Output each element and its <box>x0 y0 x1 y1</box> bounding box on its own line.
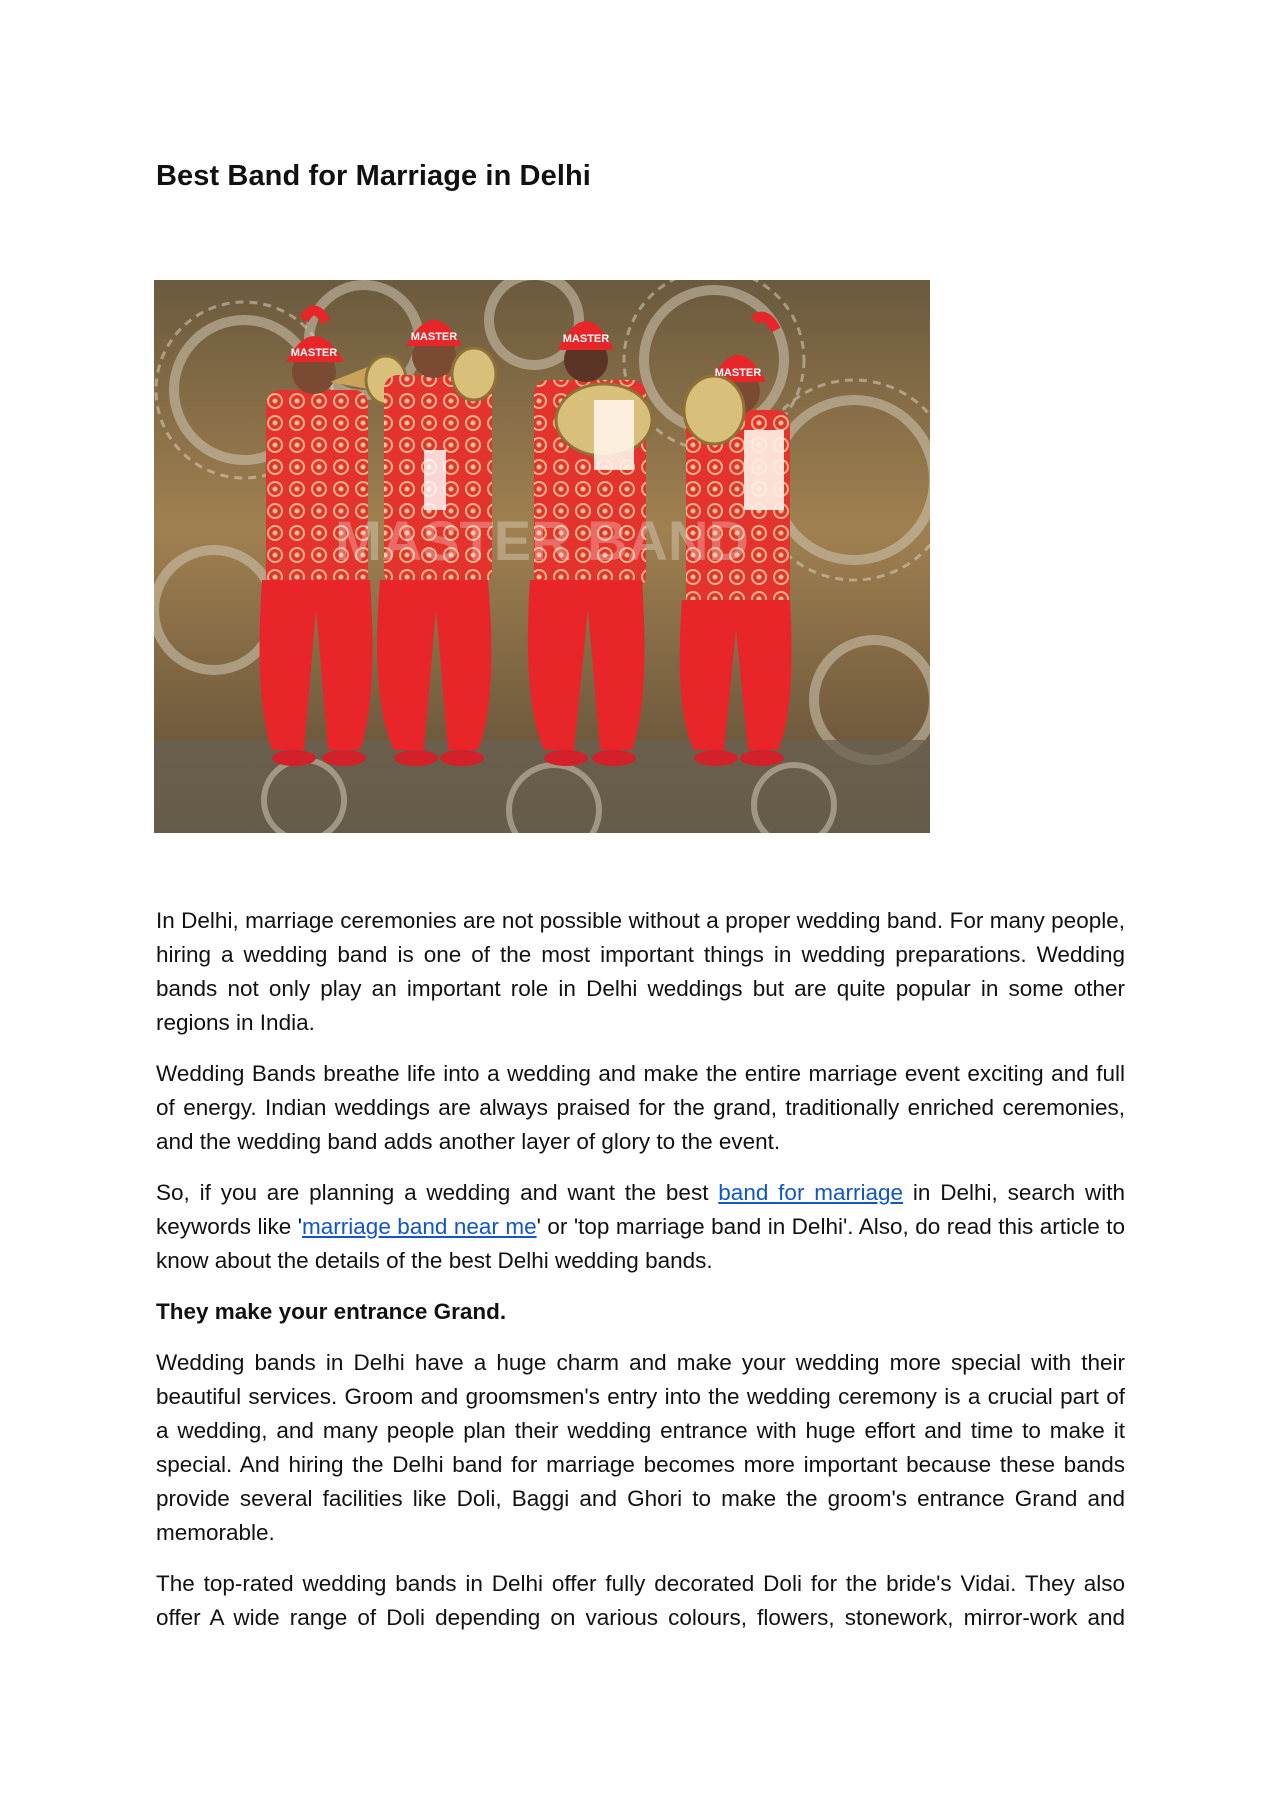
paragraph-3-text-b: in Delhi, search with keywords like ' <box>156 1180 1125 1239</box>
paragraph-5: The top-rated wedding bands in Delhi offer fully decorated Doli for the bride's Vidai. They also offer A wide range of Doli depending on various colours, flowers, stonework, mirror-work and <box>156 1571 1125 1630</box>
paragraph-3-text-a: So, if you are planning a wedding and want the best <box>156 1180 719 1205</box>
marriage-band-near-me-link[interactable]: marriage band near me <box>302 1214 537 1239</box>
turban-label: MASTER <box>562 333 610 345</box>
turban-label: MASTER <box>290 347 338 359</box>
paragraph-2: Wedding Bands breathe life into a wedding and make the entire marriage event exciting and full of energy. Indian weddings are always praised for the grand, traditionally enriched ceremonies, and the wedding band adds another layer of glory to the event. <box>156 1061 1125 1154</box>
turban-label: MASTER <box>410 331 458 343</box>
turban-label: MASTER <box>714 367 762 379</box>
paragraph-4: Wedding bands in Delhi have a huge charm and make your wedding more special with their beautiful services. Groom and groomsmen's entry into the wedding ceremony is a crucial part of a wedding, and many people plan their wedding entrance with huge effort and time to make it special. And hiring the Delhi band for marriage becomes more important because these bands provide several facilities like Doli, Baggi and Ghori to make the groom's entrance Grand and memorable. <box>156 1350 1125 1545</box>
document-title: Best Band for Marriage in Delhi <box>156 160 591 192</box>
wedding-band-photo <box>154 280 930 833</box>
paragraph-3-text-c: ' or 'top marriage band in Delhi'. Also, do read this article to know about the details of the best Delhi wedding bands. <box>156 1214 1125 1273</box>
article-body <box>156 904 1125 1652</box>
watermark-text: MASTER BAND <box>335 509 749 572</box>
paragraph-1: In Delhi, marriage ceremonies are not possible without a proper wedding band. For many people, hiring a wedding band is one of the most important things in wedding preparations. Wedding bands not only play an important role in Delhi weddings but are quite popular in some other regions in India. <box>156 908 1125 1035</box>
band-for-marriage-link[interactable]: band for marriage <box>718 1180 904 1205</box>
section-heading: They make your entrance Grand. <box>156 1299 507 1324</box>
paragraph-3 <box>156 1176 1125 1278</box>
